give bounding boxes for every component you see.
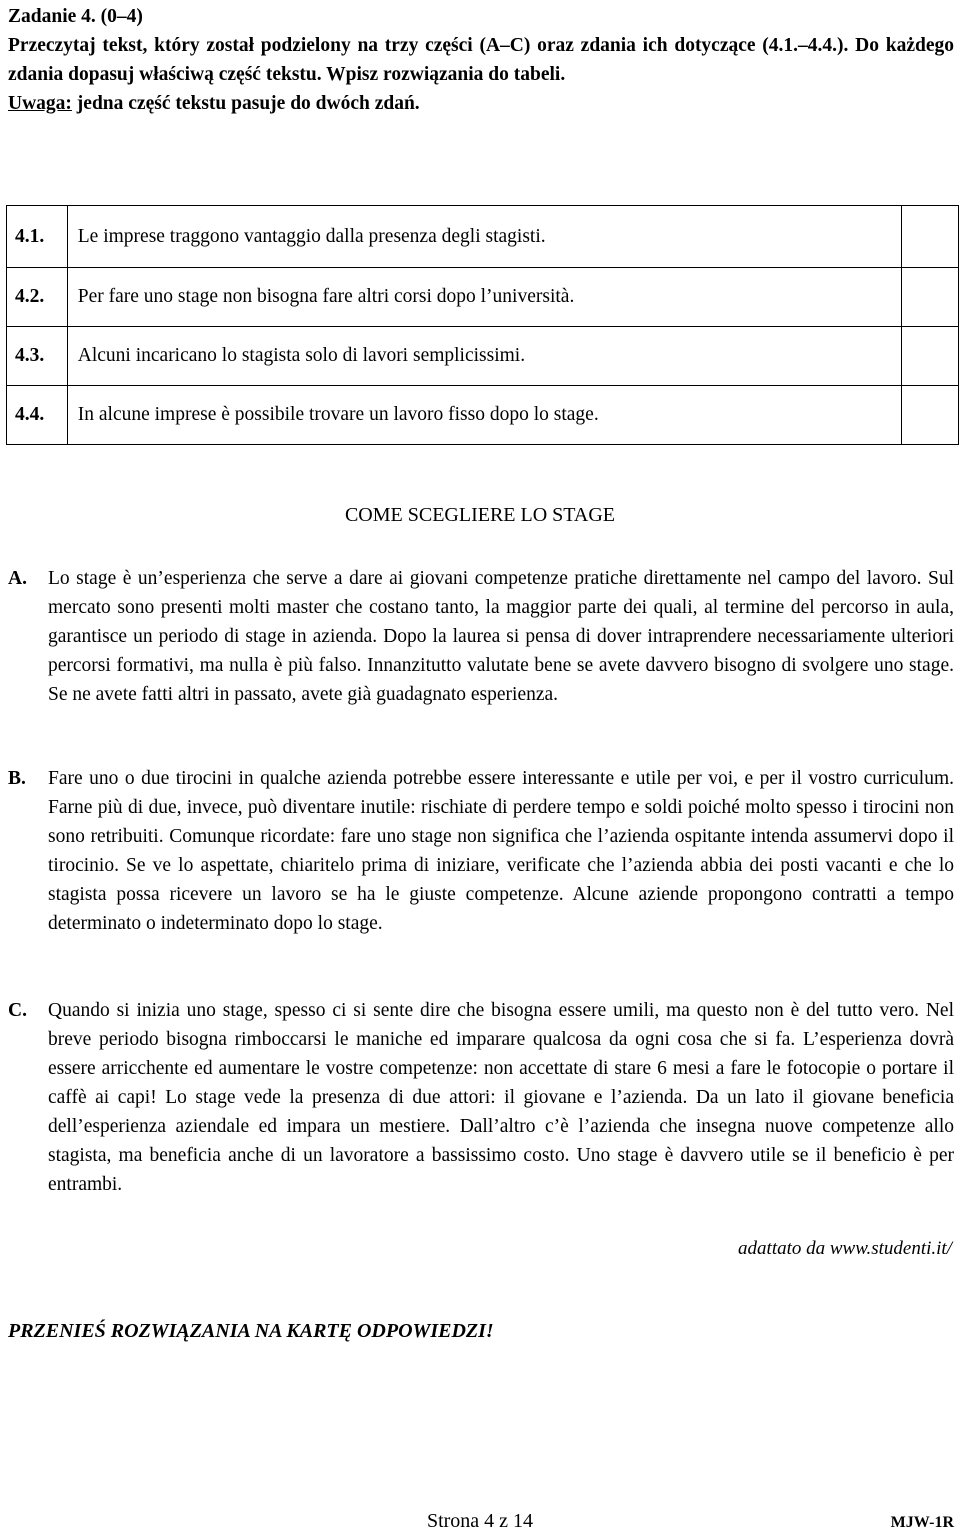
article-title: COME SCEGLIERE LO STAGE <box>344 504 616 526</box>
statement-number: 4.1. <box>7 206 68 268</box>
statement-text: Le imprese traggono vantaggio dalla presenza degli stagisti. <box>67 206 901 268</box>
section-label: A. <box>8 568 27 589</box>
section-label: C. <box>8 1000 27 1021</box>
transfer-note: PRZENIEŚ ROZWIĄZANIA NA KARTĘ ODPOWIEDZI! <box>8 1320 494 1342</box>
table-row <box>7 206 959 268</box>
task-title: Zadanie 4. (0–4) <box>8 6 143 27</box>
section-text: Lo stage è un’esperienza che serve a dare ai giovani competenze pratiche direttamente nel campo del lavoro. Sul mercato sono presenti molti master che costano tanto, la maggior parte dei quali, al termine del percorso in aula, garantisce un periodo di stage in azienda. Dopo la laurea si pensa di dover intraprendere necessariamente ulteriori percorsi formativi, ma nulla è più falso. Innanzitutto valutate bene se avete davvero bisogno di svolgere uno stage. Se ne avete fatti altri in passato, avete già guadagnato esperienza. <box>48 568 954 705</box>
section-label: B. <box>8 768 26 789</box>
table-row <box>7 268 959 327</box>
task-instruction: Przeczytaj tekst, który został podzielony na trzy części (A–C) oraz zdania ich dotyczące (4.1.–4.4.). Do każdego zdania dopasuj właściwą część tekstu. Wpisz rozwiązania do tabeli. <box>8 35 954 85</box>
page-number: Strona 4 z 14 <box>426 1510 534 1532</box>
article-section-b <box>8 764 954 938</box>
answer-cell[interactable] <box>901 206 958 268</box>
article-source: adattato da www.studenti.it/ <box>738 1238 952 1259</box>
statement-number: 4.4. <box>7 386 68 445</box>
statement-number: 4.2. <box>7 268 68 327</box>
answer-table <box>6 205 959 445</box>
table-row <box>7 327 959 386</box>
note-label: Uwaga: <box>8 93 72 114</box>
statement-text: Alcuni incaricano lo stagista solo di lavori semplicissimi. <box>67 327 901 386</box>
exam-code: MJW-1R <box>890 1514 954 1531</box>
statement-number: 4.3. <box>7 327 68 386</box>
article-section-c <box>8 996 954 1199</box>
answer-cell[interactable] <box>901 268 958 327</box>
section-text: Quando si inizia uno stage, spesso ci si sente dire che bisogna essere umili, ma questo non è del tutto vero. Nel breve periodo bisogna rimboccarsi le maniche ed imparare qualcosa da ogni cosa che si fa. L’esperienza dovrà essere arricchente ed aumentare le vostre competenze: non accettate di stare 6 mesi a fare le fotocopie o portare il caffè ai capi! Lo stage vede la presenza di due attori: il giovane e l’azienda. Da un lato il giovane beneficia dell’esperienza aziendale ed impara un mestiere. Dall’altro c’è l’azienda che insegna nuove competenze allo stagista, ma beneficia anche di un lavoratore a bassissimo costo. Uno stage è davvero utile se il beneficio è per entrambi. <box>48 1000 954 1195</box>
section-text: Fare uno o due tirocini in qualche azienda potrebbe essere interessante e utile per voi, e per il vostro curriculum. Farne più di due, invece, può diventare inutile: rischiate di perdere tempo e soldi poiché molto spesso i tirocini non sono retribuiti. Comunque ricordate: fare uno stage non significa che l’azienda ospitante intenda assumervi dopo il tirocinio. Se ve lo aspettate, chiaritelo prima di iniziare, verificate che l’azienda abbia dei posti vacanti e che lo stagista possa ricevere un lavoro se ha le giuste competenze. Alcune aziende propongono contratti a tempo determinato o indeterminato dopo lo stage. <box>48 768 954 934</box>
answer-cell[interactable] <box>901 386 958 445</box>
table-row <box>7 386 959 445</box>
task-header <box>8 2 954 118</box>
statement-text: In alcune imprese è possibile trovare un lavoro fisso dopo lo stage. <box>67 386 901 445</box>
answer-cell[interactable] <box>901 327 958 386</box>
statement-text: Per fare uno stage non bisogna fare altri corsi dopo l’università. <box>67 268 901 327</box>
article-section-a <box>8 564 954 709</box>
note-text: jedna część tekstu pasuje do dwóch zdań. <box>76 93 420 114</box>
